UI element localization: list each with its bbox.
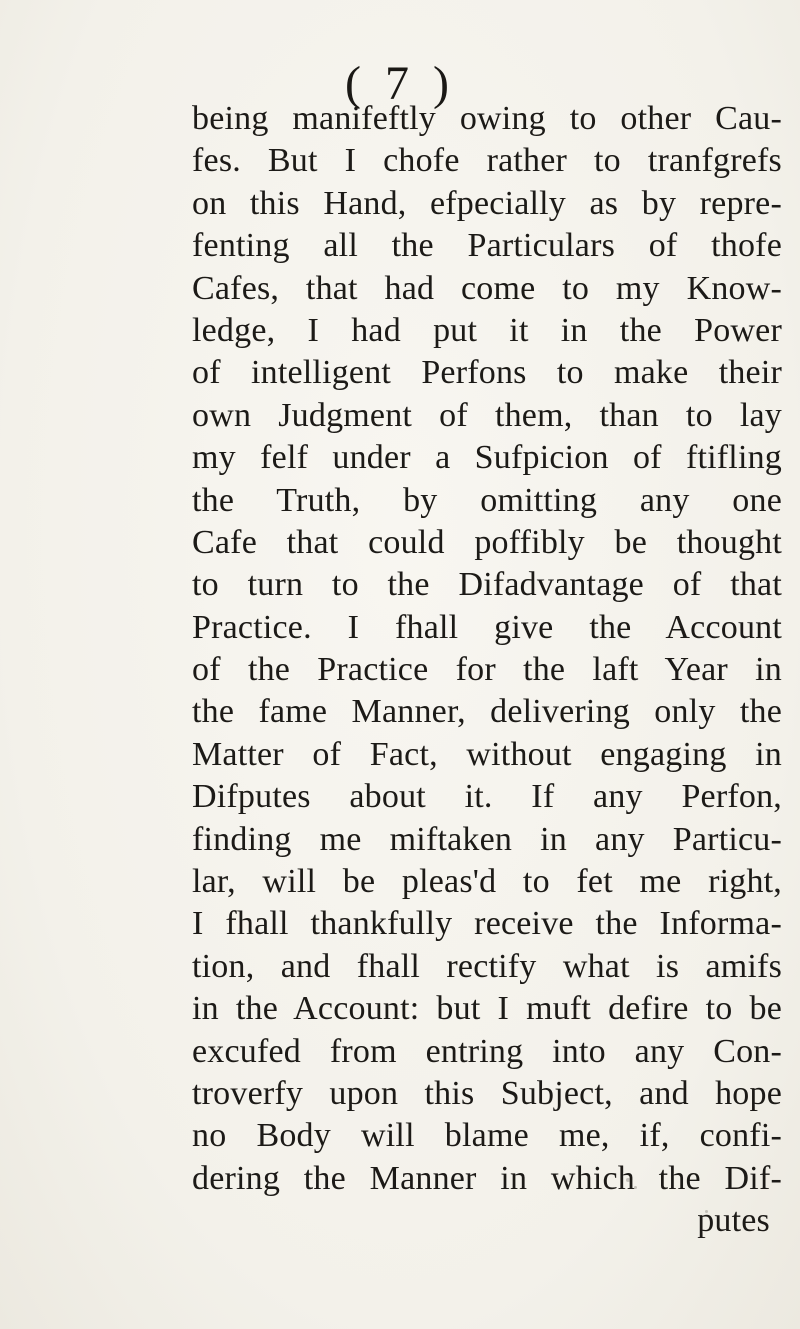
text-line: tion, and fhall rectify what is amifs — [192, 947, 782, 985]
text-line: troverfy upon this Subject, and hope — [192, 1074, 782, 1112]
text-line: Cafes, that had come to my Know- — [192, 269, 782, 307]
ink-speck — [705, 1210, 708, 1213]
text-line: lar, will be pleas'd to fet me right, — [192, 863, 782, 901]
text-line: of intelligent Perfons to make their — [192, 354, 782, 392]
text-line: Difputes about it. If any Perfon, — [192, 778, 782, 816]
text-line: excufed from entring into any Con- — [192, 1032, 782, 1070]
catchword: putes — [697, 1202, 770, 1240]
text-line: Matter of Fact, without engaging in — [192, 735, 782, 773]
text-line: my felf under a Sufpicion of ftifling — [192, 439, 782, 477]
ink-speck — [634, 1186, 637, 1189]
text-line: fenting all the Particulars of thofe — [192, 227, 782, 265]
page-number: ( 7 ) — [345, 57, 455, 110]
text-line: dering the Manner in which the Dif- — [192, 1159, 782, 1197]
ink-speck — [626, 1178, 630, 1182]
text-line: the Truth, by omitting any one — [192, 481, 782, 519]
text-line: I fhall thankfully receive the Informa- — [192, 905, 782, 943]
text-line: in the Account: but I muft defire to be — [192, 990, 782, 1028]
text-line: fes. But I chofe rather to tranfgrefs — [192, 142, 782, 180]
text-line: on this Hand, efpecially as by repre- — [192, 184, 782, 222]
text-line: own Judgment of them, than to lay — [192, 396, 782, 434]
body-text — [192, 98, 782, 1243]
text-line: Cafe that could poffibly be thought — [192, 523, 782, 561]
text-line: Practice. I fhall give the Account — [192, 608, 782, 646]
text-line: to turn to the Difadvantage of that — [192, 566, 782, 604]
text-line: finding me miftaken in any Particu- — [192, 820, 782, 858]
text-line: being manifeftly owing to other Cau- — [192, 100, 782, 137]
text-line: ledge, I had put it in the Power — [192, 311, 782, 349]
text-line: of the Practice for the laft Year in — [192, 651, 782, 689]
text-line: no Body will blame me, if, confi- — [192, 1117, 782, 1155]
text-line: the fame Manner, delivering only the — [192, 693, 782, 731]
